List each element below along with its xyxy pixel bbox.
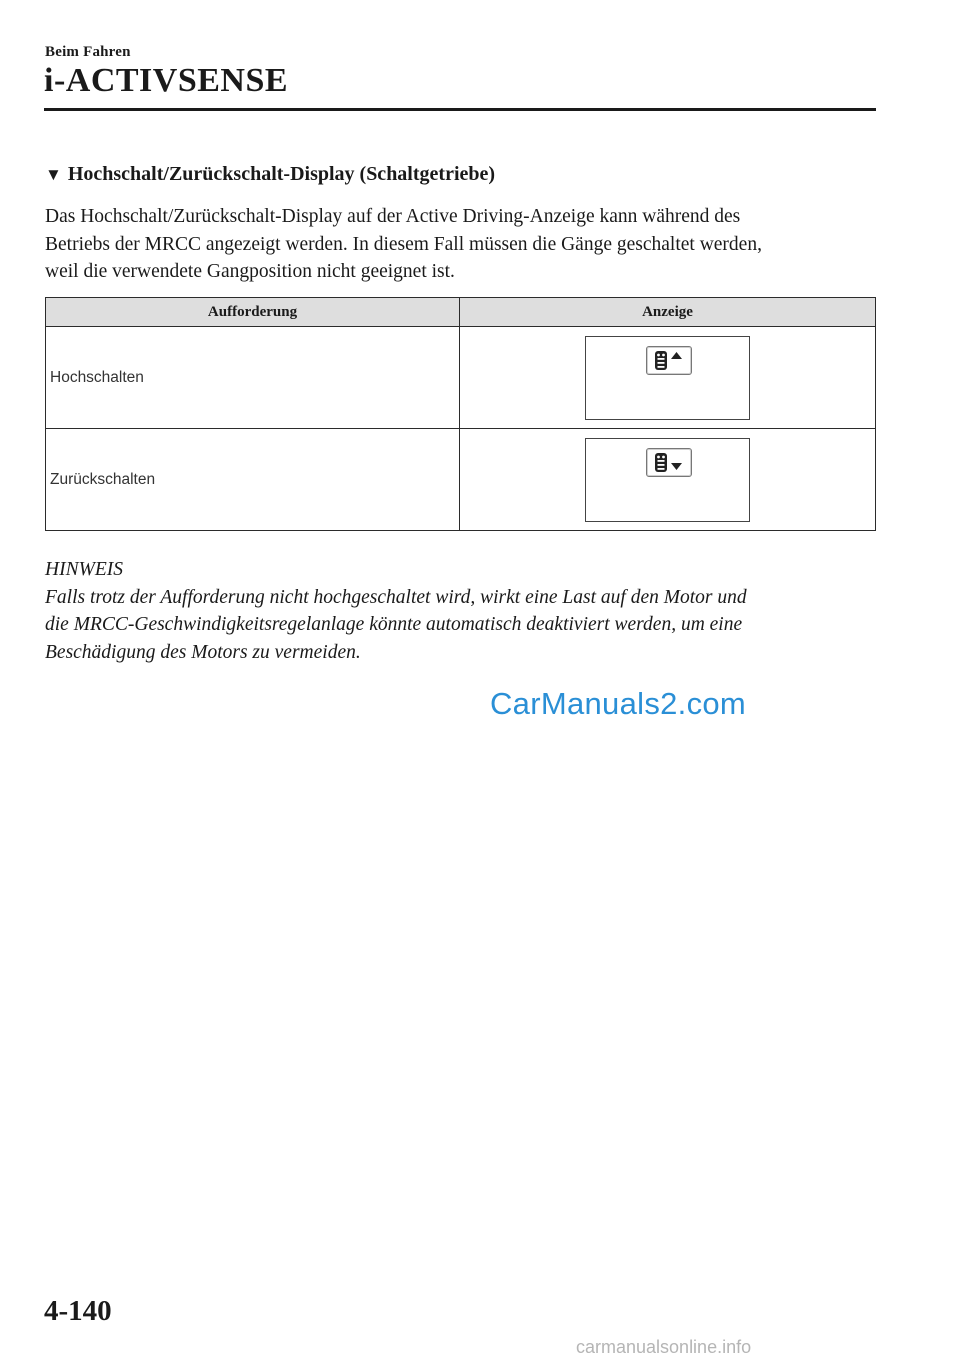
row-label-upshift: Hochschalten (50, 368, 144, 386)
note-title: HINWEIS (45, 559, 123, 580)
site-watermark: CarManuals2.com (490, 686, 747, 721)
upshift-indicator-icon (646, 346, 692, 375)
triangle-down-icon: ▼ (45, 164, 62, 184)
table-row (46, 327, 876, 429)
paragraph-line: Betriebs der MRCC angezeigt werden. In diesem Fall müssen die Gänge geschaltet werden, (45, 233, 762, 255)
column-header-display: Anzeige (460, 298, 876, 327)
column-header-prompt: Aufforderung (46, 298, 460, 327)
note-line: Beschädigung des Motors zu vermeiden. (45, 641, 361, 663)
footer-watermark: carmanualsonline.info (576, 1337, 752, 1357)
table-header-row (46, 298, 876, 327)
section-paragraph (45, 203, 877, 286)
chapter-label: Beim Fahren (45, 44, 131, 60)
section-heading-text: Hochschalt/Zurückschalt-Display (Schaltgetriebe) (67, 163, 496, 185)
display-screen (585, 438, 750, 522)
page-number: 4-140 (44, 1295, 112, 1327)
row-label-downshift: Zurückschalten (50, 470, 156, 488)
upshift-indicator-graphic (647, 347, 691, 374)
page-title: i-ACTIVSENSE (44, 62, 289, 99)
downshift-indicator-icon (646, 448, 692, 477)
note-block (45, 556, 877, 666)
paragraph-line: weil die verwendete Gangposition nicht geeignet ist. (45, 261, 455, 282)
paragraph-line: Das Hochschalt/Zurückschalt-Display auf der Active Driving-Anzeige kann während des (45, 206, 741, 227)
section-heading (45, 163, 495, 186)
header-divider (44, 108, 876, 111)
note-line: die MRCC-Geschwindigkeitsregelanlage könnte automatisch deaktiviert werden, um eine (45, 614, 743, 635)
note-line: Falls trotz der Aufforderung nicht hochgeschaltet wird, wirkt eine Last auf den Motor und (45, 586, 747, 608)
shift-indicator-table (45, 297, 876, 531)
table-row (46, 429, 876, 531)
downshift-indicator-graphic (647, 449, 691, 476)
display-screen (585, 336, 750, 420)
